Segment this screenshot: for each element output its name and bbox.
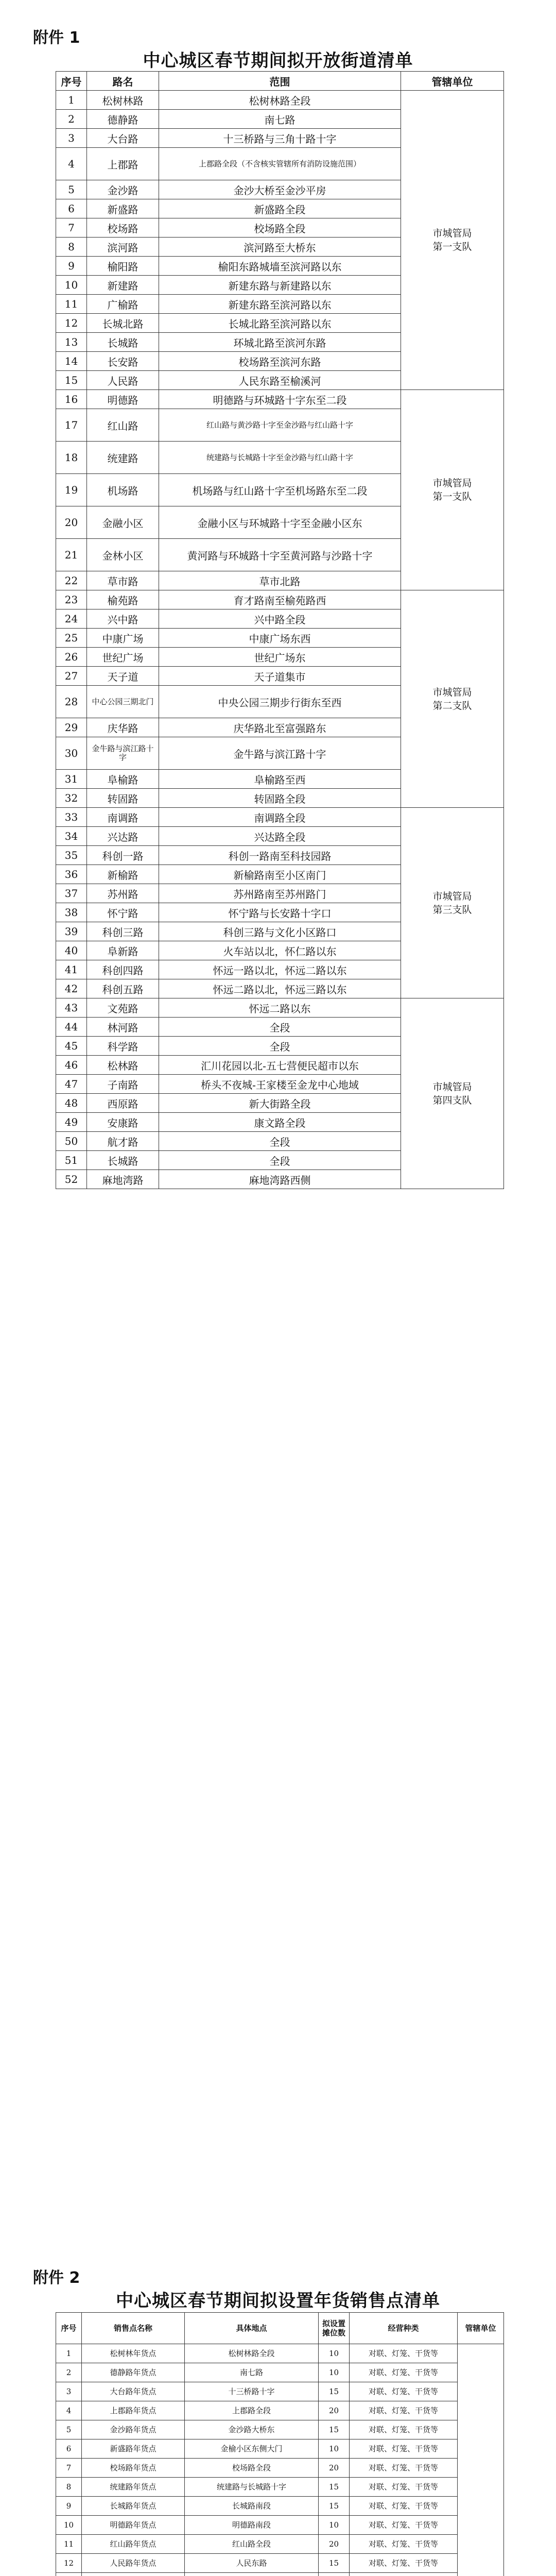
managing-unit-cell: 市城管局 第三支队 xyxy=(401,808,504,998)
range-cell: 滨河路至大桥东 xyxy=(159,238,401,257)
road-name: 草市路 xyxy=(87,571,159,590)
road-name: 明德路 xyxy=(87,390,159,409)
range-cell: 新建东路至滨河路以东 xyxy=(159,295,401,314)
row-number: 23 xyxy=(56,590,87,609)
sales-point-name: 松树林年货点 xyxy=(82,2344,185,2363)
row-number: 2 xyxy=(56,110,87,129)
road-name: 长城路 xyxy=(87,333,159,352)
road-name: 世纪广场 xyxy=(87,648,159,667)
range-cell: 十三桥路与三角十路十字 xyxy=(159,129,401,148)
row-number: 11 xyxy=(56,295,87,314)
range-cell: 环城北路至滨河东路 xyxy=(159,333,401,352)
table-row xyxy=(56,998,504,1018)
sales-point-name: 新盛路年货点 xyxy=(82,2439,185,2459)
row-number: 49 xyxy=(56,1113,87,1132)
location-cell: 南七路 xyxy=(185,2363,319,2382)
table-row xyxy=(56,2478,504,2497)
business-type: 对联、灯笼、干货等 xyxy=(350,2439,458,2459)
road-name: 庆华路 xyxy=(87,718,159,737)
row-number: 31 xyxy=(56,770,87,789)
road-name: 阜榆路 xyxy=(87,770,159,789)
row-number: 48 xyxy=(56,1094,87,1113)
range-cell: 南七路 xyxy=(159,110,401,129)
col-header-road: 路名 xyxy=(87,72,159,91)
managing-unit-cell: 市城管局 第二支队 xyxy=(401,590,504,808)
road-name: 南调路 xyxy=(87,808,159,827)
row-number: 6 xyxy=(56,2439,82,2459)
row-number: 4 xyxy=(56,2401,82,2420)
row-number: 40 xyxy=(56,941,87,960)
location-cell: 长城路南段 xyxy=(185,2497,319,2516)
row-number: 28 xyxy=(56,686,87,718)
range-cell: 人民东路至榆溪河 xyxy=(159,371,401,390)
road-name: 航才路 xyxy=(87,1132,159,1151)
stall-count: 15 xyxy=(319,2554,350,2573)
range-cell: 育才路南至榆苑路西 xyxy=(159,590,401,609)
range-cell: 兴达路全段 xyxy=(159,827,401,846)
sales-point-name: 人民路年货点 xyxy=(82,2554,185,2573)
range-cell: 校场路至滨河东路 xyxy=(159,352,401,371)
managing-unit-cell xyxy=(458,2344,504,2576)
range-cell: 榆阳东路城墙至滨河路以东 xyxy=(159,257,401,276)
stall-count xyxy=(319,2573,350,2576)
range-cell: 世纪广场东 xyxy=(159,648,401,667)
row-number: 41 xyxy=(56,960,87,979)
row-number: 46 xyxy=(56,1056,87,1075)
stall-count: 20 xyxy=(319,2535,350,2554)
road-name: 兴达路 xyxy=(87,827,159,846)
range-cell: 新大街路全段 xyxy=(159,1094,401,1113)
stall-count: 10 xyxy=(319,2344,350,2363)
location-cell xyxy=(185,2573,319,2576)
managing-unit-cell: 市城管局 第一支队 xyxy=(401,390,504,590)
row-number: 1 xyxy=(56,2344,82,2363)
row-number: 9 xyxy=(56,2497,82,2516)
stall-count: 20 xyxy=(319,2401,350,2420)
road-name: 西原路 xyxy=(87,1094,159,1113)
row-number: 22 xyxy=(56,571,87,590)
road-name: 新盛路 xyxy=(87,199,159,218)
range-cell: 汇川花园以北-五七营便民超市以东 xyxy=(159,1056,401,1075)
business-type: 对联、灯笼、干货等 xyxy=(350,2363,458,2382)
row-number: 21 xyxy=(56,539,87,571)
business-type: 对联、灯笼、干货等 xyxy=(350,2497,458,2516)
business-type: 对联、灯笼、干货等 xyxy=(350,2344,458,2363)
table-row xyxy=(56,2382,504,2401)
road-name: 麻地湾路 xyxy=(87,1170,159,1189)
sales-point-name xyxy=(82,2573,185,2576)
road-name: 金林小区 xyxy=(87,539,159,571)
business-type: 对联、灯笼、干货等 xyxy=(350,2382,458,2401)
row-number: 37 xyxy=(56,884,87,903)
range-cell: 全段 xyxy=(159,1151,401,1170)
sales-point-name: 校场路年货点 xyxy=(82,2459,185,2478)
row-number: 1 xyxy=(56,91,87,110)
row-number: 15 xyxy=(56,371,87,390)
sales-point-name: 长城路年货点 xyxy=(82,2497,185,2516)
range-cell: 南调路全段 xyxy=(159,808,401,827)
road-name: 阜新路 xyxy=(87,941,159,960)
col-header-no: 序号 xyxy=(56,2313,82,2344)
range-cell: 明德路与环城路十字东至二段 xyxy=(159,390,401,409)
road-name: 金沙路 xyxy=(87,180,159,199)
road-name: 文苑路 xyxy=(87,998,159,1018)
road-name: 新建路 xyxy=(87,276,159,295)
road-name: 苏州路 xyxy=(87,884,159,903)
sales-point-name: 上郡路年货点 xyxy=(82,2401,185,2420)
row-number xyxy=(56,2573,82,2576)
business-type: 对联、灯笼、干货等 xyxy=(350,2535,458,2554)
road-name: 长安路 xyxy=(87,352,159,371)
row-number: 26 xyxy=(56,648,87,667)
sales-point-name: 红山路年货点 xyxy=(82,2535,185,2554)
range-cell: 上郡路全段（不含核实管辖所有消防设施范围） xyxy=(159,148,401,180)
row-number: 51 xyxy=(56,1151,87,1170)
sales-point-name: 金沙路年货点 xyxy=(82,2420,185,2439)
attachment2-title: 中心城区春节期间拟设置年货销售点清单 xyxy=(116,2291,440,2311)
road-name: 科创四路 xyxy=(87,960,159,979)
range-cell: 新建东路与新建路以东 xyxy=(159,276,401,295)
location-cell: 金榆小区东侧大门 xyxy=(185,2439,319,2459)
road-name: 怀宁路 xyxy=(87,903,159,922)
range-cell: 桥头不夜城-王家楼至金龙中心地域 xyxy=(159,1075,401,1094)
attachment1-title: 中心城区春节期间拟开放街道清单 xyxy=(143,50,413,71)
table-header-row xyxy=(56,2313,504,2344)
row-number: 4 xyxy=(56,148,87,180)
new-year-goods-table xyxy=(56,2312,504,2576)
row-number: 47 xyxy=(56,1075,87,1094)
road-name: 统建路 xyxy=(87,442,159,474)
road-name: 长城北路 xyxy=(87,314,159,333)
road-name: 松树林路 xyxy=(87,91,159,110)
col-header-unit: 管辖单位 xyxy=(458,2313,504,2344)
business-type: 对联、灯笼、干货等 xyxy=(350,2516,458,2535)
road-name: 兴中路 xyxy=(87,609,159,629)
road-name: 松林路 xyxy=(87,1056,159,1075)
range-cell: 阜榆路至西 xyxy=(159,770,401,789)
stall-count: 15 xyxy=(319,2478,350,2497)
location-cell: 明德路南段 xyxy=(185,2516,319,2535)
managing-unit-cell: 市城管局 第一支队 xyxy=(401,91,504,390)
attachment2-label: 附件 2 xyxy=(33,2269,80,2287)
row-number: 36 xyxy=(56,865,87,884)
location-cell: 十三桥路十字 xyxy=(185,2382,319,2401)
range-cell: 金沙大桥至金沙平房 xyxy=(159,180,401,199)
range-cell: 中康广场东西 xyxy=(159,629,401,648)
road-name: 红山路 xyxy=(87,409,159,442)
range-cell: 金融小区与环城路十字至金融小区东 xyxy=(159,506,401,539)
row-number: 35 xyxy=(56,846,87,865)
range-cell: 全段 xyxy=(159,1018,401,1037)
row-number: 11 xyxy=(56,2535,82,2554)
col-header-name: 销售点名称 xyxy=(82,2313,185,2344)
road-name: 广榆路 xyxy=(87,295,159,314)
row-number: 43 xyxy=(56,998,87,1018)
range-cell: 新榆路南至小区南门 xyxy=(159,865,401,884)
table-row xyxy=(56,2554,504,2573)
road-name: 中心公园三期北门 xyxy=(87,686,159,718)
range-cell: 转固路全段 xyxy=(159,789,401,808)
location-cell: 松树林路全段 xyxy=(185,2344,319,2363)
road-name: 人民路 xyxy=(87,371,159,390)
row-number: 5 xyxy=(56,2420,82,2439)
range-cell: 怀远二路以东 xyxy=(159,998,401,1018)
row-number: 8 xyxy=(56,2478,82,2497)
business-type: 对联、灯笼、干货等 xyxy=(350,2554,458,2573)
range-cell: 松树林路全段 xyxy=(159,91,401,110)
road-name: 子南路 xyxy=(87,1075,159,1094)
row-number: 30 xyxy=(56,737,87,770)
location-cell: 校场路全段 xyxy=(185,2459,319,2478)
sales-point-name: 明德路年货点 xyxy=(82,2516,185,2535)
row-number: 24 xyxy=(56,609,87,629)
row-number: 7 xyxy=(56,218,87,238)
row-number: 9 xyxy=(56,257,87,276)
row-number: 27 xyxy=(56,667,87,686)
road-name: 科创三路 xyxy=(87,922,159,941)
table-row xyxy=(56,2573,504,2576)
row-number: 44 xyxy=(56,1018,87,1037)
business-type: 对联、灯笼、干货等 xyxy=(350,2478,458,2497)
range-cell: 全段 xyxy=(159,1037,401,1056)
row-number: 10 xyxy=(56,2516,82,2535)
stall-count: 10 xyxy=(319,2516,350,2535)
row-number: 12 xyxy=(56,314,87,333)
col-header-stalls: 拟设置摊位数 xyxy=(319,2313,350,2344)
row-number: 3 xyxy=(56,2382,82,2401)
range-cell: 麻地湾路西侧 xyxy=(159,1170,401,1189)
row-number: 50 xyxy=(56,1132,87,1151)
range-cell: 全段 xyxy=(159,1132,401,1151)
range-cell: 校场路全段 xyxy=(159,218,401,238)
row-number: 14 xyxy=(56,352,87,371)
row-number: 34 xyxy=(56,827,87,846)
road-name: 金牛路与滨江路十字 xyxy=(87,737,159,770)
range-cell: 机场路与红山路十字至机场路东至二段 xyxy=(159,474,401,506)
range-cell: 统建路与长城路十字至金沙路与红山路十字 xyxy=(159,442,401,474)
road-name: 转固路 xyxy=(87,789,159,808)
row-number: 20 xyxy=(56,506,87,539)
range-cell: 红山路与黄沙路十字至金沙路与红山路十字 xyxy=(159,409,401,442)
range-cell: 长城北路至滨河路以东 xyxy=(159,314,401,333)
road-name: 榆阳路 xyxy=(87,257,159,276)
range-cell: 火车站以北，怀仁路以东 xyxy=(159,941,401,960)
road-name: 林河路 xyxy=(87,1018,159,1037)
col-header-type: 经营种类 xyxy=(350,2313,458,2344)
table-row xyxy=(56,590,504,609)
business-type: 对联、灯笼、干货等 xyxy=(350,2401,458,2420)
table-row xyxy=(56,2516,504,2535)
business-type xyxy=(350,2573,458,2576)
row-number: 2 xyxy=(56,2363,82,2382)
table-row xyxy=(56,2420,504,2439)
table-header-row xyxy=(56,72,504,91)
row-number: 17 xyxy=(56,409,87,442)
road-name: 新榆路 xyxy=(87,865,159,884)
road-name: 榆苑路 xyxy=(87,590,159,609)
road-name: 天子道 xyxy=(87,667,159,686)
location-cell: 人民东路 xyxy=(185,2554,319,2573)
range-cell: 怀远一路以北，怀远二路以东 xyxy=(159,960,401,979)
range-cell: 天子道集市 xyxy=(159,667,401,686)
road-name: 德静路 xyxy=(87,110,159,129)
stall-count: 20 xyxy=(319,2459,350,2478)
stall-count: 10 xyxy=(319,2363,350,2382)
sales-point-name: 大台路年货点 xyxy=(82,2382,185,2401)
location-cell: 统建路与长城路十字 xyxy=(185,2478,319,2497)
row-number: 25 xyxy=(56,629,87,648)
road-name: 滨河路 xyxy=(87,238,159,257)
road-name: 金融小区 xyxy=(87,506,159,539)
business-type: 对联、灯笼、干货等 xyxy=(350,2420,458,2439)
range-cell: 科创一路南至科技园路 xyxy=(159,846,401,865)
road-name: 科创五路 xyxy=(87,979,159,998)
location-cell: 红山路全段 xyxy=(185,2535,319,2554)
range-cell: 苏州路南至苏州路门 xyxy=(159,884,401,903)
attachment1-label: 附件 1 xyxy=(33,29,80,47)
road-name: 机场路 xyxy=(87,474,159,506)
location-cell: 上郡路全段 xyxy=(185,2401,319,2420)
range-cell: 庆华路北至富强路东 xyxy=(159,718,401,737)
range-cell: 科创三路与文化小区路口 xyxy=(159,922,401,941)
row-number: 29 xyxy=(56,718,87,737)
row-number: 8 xyxy=(56,238,87,257)
row-number: 6 xyxy=(56,199,87,218)
table-row xyxy=(56,2535,504,2554)
row-number: 33 xyxy=(56,808,87,827)
row-number: 5 xyxy=(56,180,87,199)
table-row xyxy=(56,2459,504,2478)
table-row xyxy=(56,2439,504,2459)
col-header-no: 序号 xyxy=(56,72,87,91)
row-number: 10 xyxy=(56,276,87,295)
row-number: 19 xyxy=(56,474,87,506)
range-cell: 康文路全段 xyxy=(159,1113,401,1132)
open-streets-table xyxy=(56,71,504,1189)
table-row xyxy=(56,91,504,110)
stall-count: 15 xyxy=(319,2382,350,2401)
road-name: 校场路 xyxy=(87,218,159,238)
stall-count: 15 xyxy=(319,2497,350,2516)
range-cell: 怀宁路与长安路十字口 xyxy=(159,903,401,922)
table-row xyxy=(56,2363,504,2382)
col-header-range: 范围 xyxy=(159,72,401,91)
row-number: 13 xyxy=(56,333,87,352)
row-number: 18 xyxy=(56,442,87,474)
row-number: 16 xyxy=(56,390,87,409)
table-row xyxy=(56,2497,504,2516)
table-row xyxy=(56,808,504,827)
row-number: 39 xyxy=(56,922,87,941)
stall-count: 10 xyxy=(319,2439,350,2459)
range-cell: 黄河路与环城路十字至黄河路与沙路十字 xyxy=(159,539,401,571)
range-cell: 草市北路 xyxy=(159,571,401,590)
sales-point-name: 统建路年货点 xyxy=(82,2478,185,2497)
range-cell: 新盛路全段 xyxy=(159,199,401,218)
col-header-unit: 管辖单位 xyxy=(401,72,504,91)
row-number: 42 xyxy=(56,979,87,998)
row-number: 7 xyxy=(56,2459,82,2478)
row-number: 3 xyxy=(56,129,87,148)
business-type: 对联、灯笼、干货等 xyxy=(350,2459,458,2478)
road-name: 上郡路 xyxy=(87,148,159,180)
range-cell: 兴中路全段 xyxy=(159,609,401,629)
sales-point-name: 德静路年货点 xyxy=(82,2363,185,2382)
col-header-location: 具体地点 xyxy=(185,2313,319,2344)
road-name: 大台路 xyxy=(87,129,159,148)
range-cell: 怀远二路以北，怀远三路以东 xyxy=(159,979,401,998)
road-name: 长城路 xyxy=(87,1151,159,1170)
row-number: 32 xyxy=(56,789,87,808)
range-cell: 金牛路与滨江路十字 xyxy=(159,737,401,770)
road-name: 中康广场 xyxy=(87,629,159,648)
road-name: 科创一路 xyxy=(87,846,159,865)
managing-unit-cell: 市城管局 第四支队 xyxy=(401,998,504,1189)
range-cell: 中央公园三期步行街东至西 xyxy=(159,686,401,718)
road-name: 科学路 xyxy=(87,1037,159,1056)
road-name: 安康路 xyxy=(87,1113,159,1132)
row-number: 12 xyxy=(56,2554,82,2573)
table-row xyxy=(56,2344,504,2363)
stall-count: 15 xyxy=(319,2420,350,2439)
location-cell: 金沙路大桥东 xyxy=(185,2420,319,2439)
row-number: 45 xyxy=(56,1037,87,1056)
table-row xyxy=(56,2401,504,2420)
row-number: 38 xyxy=(56,903,87,922)
table-row xyxy=(56,390,504,409)
row-number: 52 xyxy=(56,1170,87,1189)
